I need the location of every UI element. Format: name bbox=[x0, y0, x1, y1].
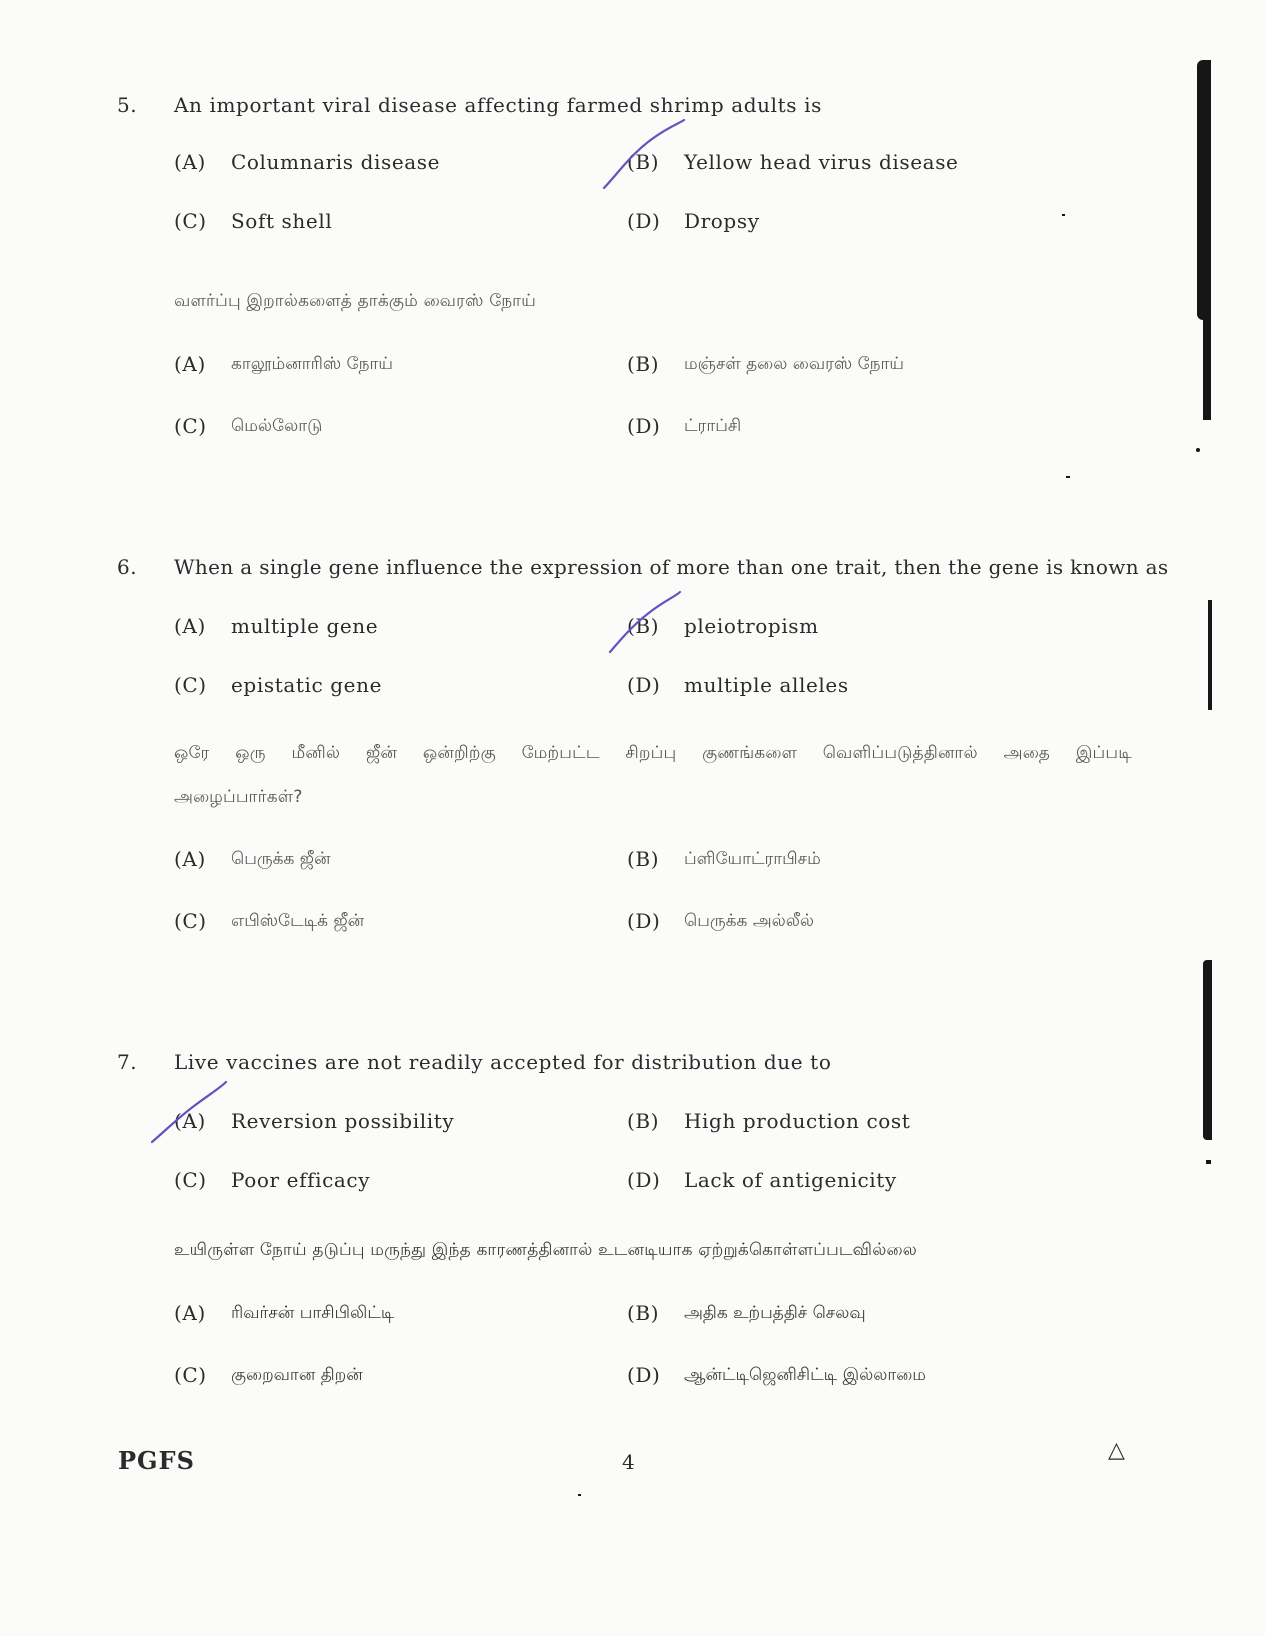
option-text-c: Poor efficacy bbox=[231, 1168, 371, 1192]
tamil-question-text: உயிருள்ள நோய் தடுப்பு மருந்து இந்த காரணத்தினால் உடனடியாக ஏற்றுக்கொள்ளப்படவில்லை bbox=[174, 1240, 917, 1260]
tamil-option-label-c: (C) bbox=[174, 909, 207, 933]
question-number: 5. bbox=[117, 93, 138, 117]
scan-speck bbox=[578, 1494, 581, 1496]
pen-tick-mark bbox=[606, 590, 686, 656]
scan-edge-shadow bbox=[1203, 320, 1211, 420]
tamil-option-label-d: (D) bbox=[627, 414, 661, 438]
tamil-option-text-a: காலூம்னாரிஸ் நோய் bbox=[231, 354, 393, 374]
scan-edge-shadow bbox=[1208, 600, 1212, 710]
option-label-b[interactable]: (B) bbox=[627, 150, 660, 174]
option-label-c[interactable]: (C) bbox=[174, 1168, 207, 1192]
tamil-option-label-b: (B) bbox=[627, 352, 660, 376]
option-label-c[interactable]: (C) bbox=[174, 673, 207, 697]
tamil-option-text-d: ட்ராப்சி bbox=[684, 416, 742, 436]
option-label-b[interactable]: (B) bbox=[627, 1109, 660, 1133]
option-text-b: Yellow head virus disease bbox=[684, 150, 959, 174]
scan-edge-shadow bbox=[1197, 60, 1211, 320]
option-label-d[interactable]: (D) bbox=[627, 673, 661, 697]
tamil-option-text-b: அதிக உற்பத்திச் செலவு bbox=[684, 1303, 866, 1323]
tamil-option-label-d: (D) bbox=[627, 909, 661, 933]
option-label-a[interactable]: (A) bbox=[174, 150, 206, 174]
tamil-option-text-b: மஞ்சள் தலை வைரஸ் நோய் bbox=[684, 354, 905, 374]
option-text-d: multiple alleles bbox=[684, 673, 849, 697]
tamil-option-label-a: (A) bbox=[174, 847, 206, 871]
scan-speck bbox=[1196, 448, 1200, 452]
scan-speck bbox=[1066, 476, 1070, 478]
scan-edge-shadow bbox=[1203, 960, 1212, 1140]
option-text-d: Dropsy bbox=[684, 209, 760, 233]
pen-tick-mark bbox=[148, 1080, 232, 1146]
tamil-option-text-c: எபிஸ்டேடிக் ஜீன் bbox=[231, 911, 365, 931]
question-number: 7. bbox=[117, 1050, 138, 1074]
scan-speck bbox=[1206, 1160, 1211, 1164]
tamil-option-label-c: (C) bbox=[174, 414, 207, 438]
tamil-option-label-b: (B) bbox=[627, 1301, 660, 1325]
option-label-d[interactable]: (D) bbox=[627, 209, 661, 233]
page-number: 4 bbox=[622, 1450, 635, 1474]
tamil-question-text-line2: அழைப்பார்கள்? bbox=[174, 787, 303, 807]
tamil-option-label-a: (A) bbox=[174, 352, 206, 376]
question-text: An important viral disease affecting farmed shrimp adults is bbox=[174, 93, 822, 117]
option-label-c[interactable]: (C) bbox=[174, 209, 207, 233]
tamil-option-text-d: பெருக்க அல்லீல் bbox=[684, 911, 815, 931]
question-text: When a single gene influence the expression of more than one trait, then the gene is known as bbox=[174, 555, 1169, 579]
option-text-a: Columnaris disease bbox=[231, 150, 441, 174]
exam-code: PGFS bbox=[118, 1446, 195, 1475]
option-label-a[interactable]: (A) bbox=[174, 614, 206, 638]
tamil-option-label-c: (C) bbox=[174, 1363, 207, 1387]
tamil-option-text-d: ஆன்ட்டிஜெனிசிட்டி இல்லாமை bbox=[684, 1365, 926, 1385]
tamil-option-text-b: ப்ளியோட்ராபிசம் bbox=[684, 849, 821, 869]
scan-speck bbox=[1062, 214, 1065, 216]
pen-tick-mark bbox=[600, 118, 690, 193]
question-number: 6. bbox=[117, 555, 138, 579]
tamil-option-text-c: மெல்லோடு bbox=[231, 416, 323, 436]
option-label-b[interactable]: (B) bbox=[627, 614, 660, 638]
tamil-question-text-line1: ஒரே ஒரு மீனில் ஜீன் ஒன்றிற்கு மேற்பட்ட சிறப்பு குணங்களை வெளிப்படுத்தினால் அதை இப்படி bbox=[174, 743, 1132, 763]
tamil-option-text-a: ரிவர்சன் பாசிபிலிட்டி bbox=[231, 1303, 395, 1323]
tamil-question-text: வளர்ப்பு இறால்களைத் தாக்கும் வைரஸ் நோய் bbox=[174, 291, 537, 311]
option-text-b: pleiotropism bbox=[684, 614, 819, 638]
option-text-d: Lack of antigenicity bbox=[684, 1168, 897, 1192]
option-text-a: multiple gene bbox=[231, 614, 379, 638]
option-text-b: High production cost bbox=[684, 1109, 911, 1133]
option-text-c: Soft shell bbox=[231, 209, 333, 233]
option-label-a[interactable]: (A) bbox=[174, 1109, 206, 1133]
tamil-option-text-c: குறைவான திறன் bbox=[231, 1365, 363, 1385]
tamil-option-label-d: (D) bbox=[627, 1363, 661, 1387]
question-text: Live vaccines are not readily accepted for distribution due to bbox=[174, 1050, 832, 1074]
option-text-c: epistatic gene bbox=[231, 673, 383, 697]
tamil-option-label-a: (A) bbox=[174, 1301, 206, 1325]
option-text-a: Reversion possibility bbox=[231, 1109, 455, 1133]
option-label-d[interactable]: (D) bbox=[627, 1168, 661, 1192]
tamil-option-text-a: பெருக்க ஜீன் bbox=[231, 849, 331, 869]
triangle-icon: △ bbox=[1108, 1438, 1125, 1463]
tamil-option-label-b: (B) bbox=[627, 847, 660, 871]
